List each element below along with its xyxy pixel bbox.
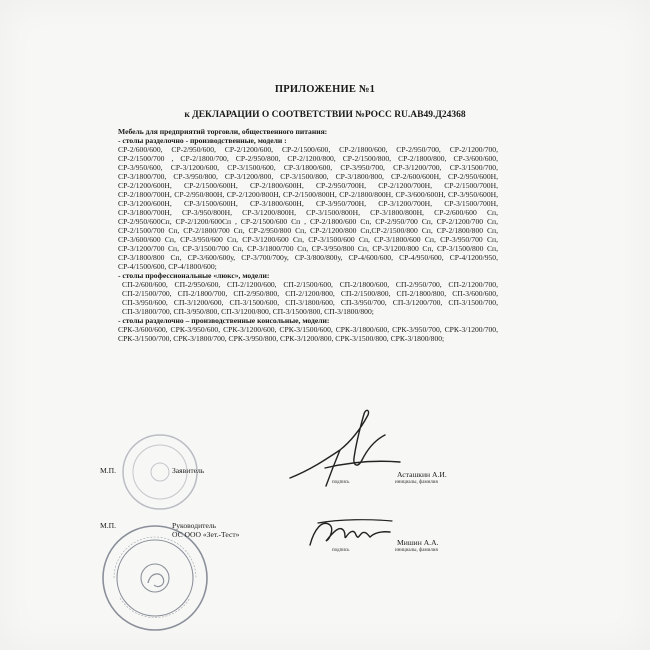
section3-heading: - столы разделочно – производственные консольные, модели:	[118, 316, 330, 325]
certification-stamp-icon	[100, 523, 210, 633]
applicant-name: Асташкин А.И.	[397, 470, 447, 479]
head-name: Мишин А.А.	[397, 538, 439, 547]
head-label-line2: ОС ООО «Зет.-Тест»	[172, 530, 240, 539]
head-signature-icon	[300, 505, 400, 555]
name-caption-1: инициалы, фамилия	[395, 480, 438, 485]
applicant-signature-icon	[280, 400, 410, 490]
section2-heading: - столы профессиональные «люкс», модели:	[118, 271, 270, 280]
signature-caption-2: подпись	[332, 548, 350, 553]
section2-text: СП-2/600/600, СП-2/950/600, СП-2/1200/600, СП-2/1500/600, СП-2/1800/600, СП-2/950/700, СП-2/1200/700, СП-2/1500/700, СП-2/1800/700, СП-2/950/800, СП-2/1200/800, СП-2/1500/800, СП-2/1800/800, СП-3/600/600, СП-3/950/600, СП-3/1200/600, СП-3/1500/600, СП-3/1800/600, СП-3/950/700, СП-3/1200/700, СП-3/1500/700, СП-3/1800/700, СП-3/950/800, СП-3/1200/800, СП-3/1500/800, СП-3/1800/800;	[122, 280, 498, 316]
applicant-label: Заявитель	[172, 466, 205, 475]
head-label-line1: Руководитель	[172, 521, 217, 530]
mp-label-2: М.П.	[100, 521, 117, 530]
section3-text: СРК-3/600/600, СРК-3/950/600, СРК-3/1200/600, СРК-3/1500/600, СРК-3/1800/600, СРК-3/950/700, СРК-3/1200/700, СРК-3/1500/700, СРК-3/1800/700, СРК-3/950/800, СРК-3/1200/800, СРК-3/1500/800, СРК-3/1800/800;	[118, 325, 498, 343]
section1-text: СР-2/600/600, СР-2/950/600, СР-2/1200/600, СР-2/1500/600, СР-2/1800/600, СР-2/950/700, СР-2/1200/700, СР-2/1500/700 , СР-2/1800/700, СР-2/950/800, СР-2/1200/800, СР-2/1500/800, СР-2/1800/800, СР-3/600/600, СР-3/950/600, СР-3/1200/600, СР-3/1500/600, СР-3/1800/600, СР-3/950/700, СР-3/1200/700, СР-3/1500/700, СР-3/1800/700, СР-3/950/800, СР-3/1200/800, СР-3/1500/800, СР-3/1800/800, СР-2/600/600Н, СР-2/950/600Н, СР-2/1200/600Н, СР-2/1500/600Н, СР-2/1800/600Н, СР-2/950/700Н, СР-2/1200/700Н, СР-2/1500/700Н, СР-2/1800/700Н, СР-2/950/800Н, СР-2/1200/800Н, СР-2/1500/800Н, СР-2/1800/800Н, СР-3/600/600Н, СР-3/950/600Н, СР-3/1200/600Н, СР-3/1500/600Н, СР-3/1800/600Н, СР-3/950/700Н, СР-3/1200/700Н, СР-3/1500/700Н, СР-3/1800/700Н, СР-3/950/800Н, СР-3/1200/800Н, СР-3/1500/800Н, СР-3/1800/800Н, СР-2/600/600 Сп, СР-2/950/600Сп, СР-2/1200/600Сп , СР-2/1500/600 Сп , СР-2/1800/600 Сп, СР-2/950/700 Сп, СР-2/1200/700 Сп, СР-2/1500/700 Сп, СР-2/1800/700 Сп, СР-2/950/800 Сп, СР-2/1200/800 Сп,СР-2/1500/800 Сп, СР-2/1800/800 Сп, СР-3/600/600 Сп, СР-3/950/600 Сп, СР-3/1200/600 Сп, СР-3/1500/600 Сп, СР-3/1800/600 Сп, СР-3/950/700 Сп, СР-3/1200/700 Сп, СР-3/1500/700 Сп, СР-3/1800/700 Сп, СР-3/950/800 Сп, СР-3/1200/800 Сп, СР-3/1500/800 Сп, СР-3/1800/800 Сп, СР-3/600/600у, СР-3/700/700у, СР-3/800/800у, СР-4/600/600, СР-4/950/600, СР-4/1200/950, СР-4/1500/600, СР-4/1800/600;	[118, 145, 498, 271]
document-body	[118, 127, 498, 343]
name-caption-2: инициалы, фамилия	[395, 548, 438, 553]
document-title: ПРИЛОЖЕНИЕ №1	[274, 84, 376, 95]
intro-heading: Мебель для предприятий торговли, общественного питания:	[118, 127, 328, 136]
signature-caption-1: подпись	[332, 480, 350, 485]
mp-label-1: М.П.	[100, 466, 117, 475]
section1-heading: - столы разделочно - производственные, модели :	[118, 136, 287, 145]
document-subtitle: к ДЕКЛАРАЦИИ О СООТВЕТСТВИИ №РОСС RU.АВ49.Д24368	[184, 110, 466, 120]
